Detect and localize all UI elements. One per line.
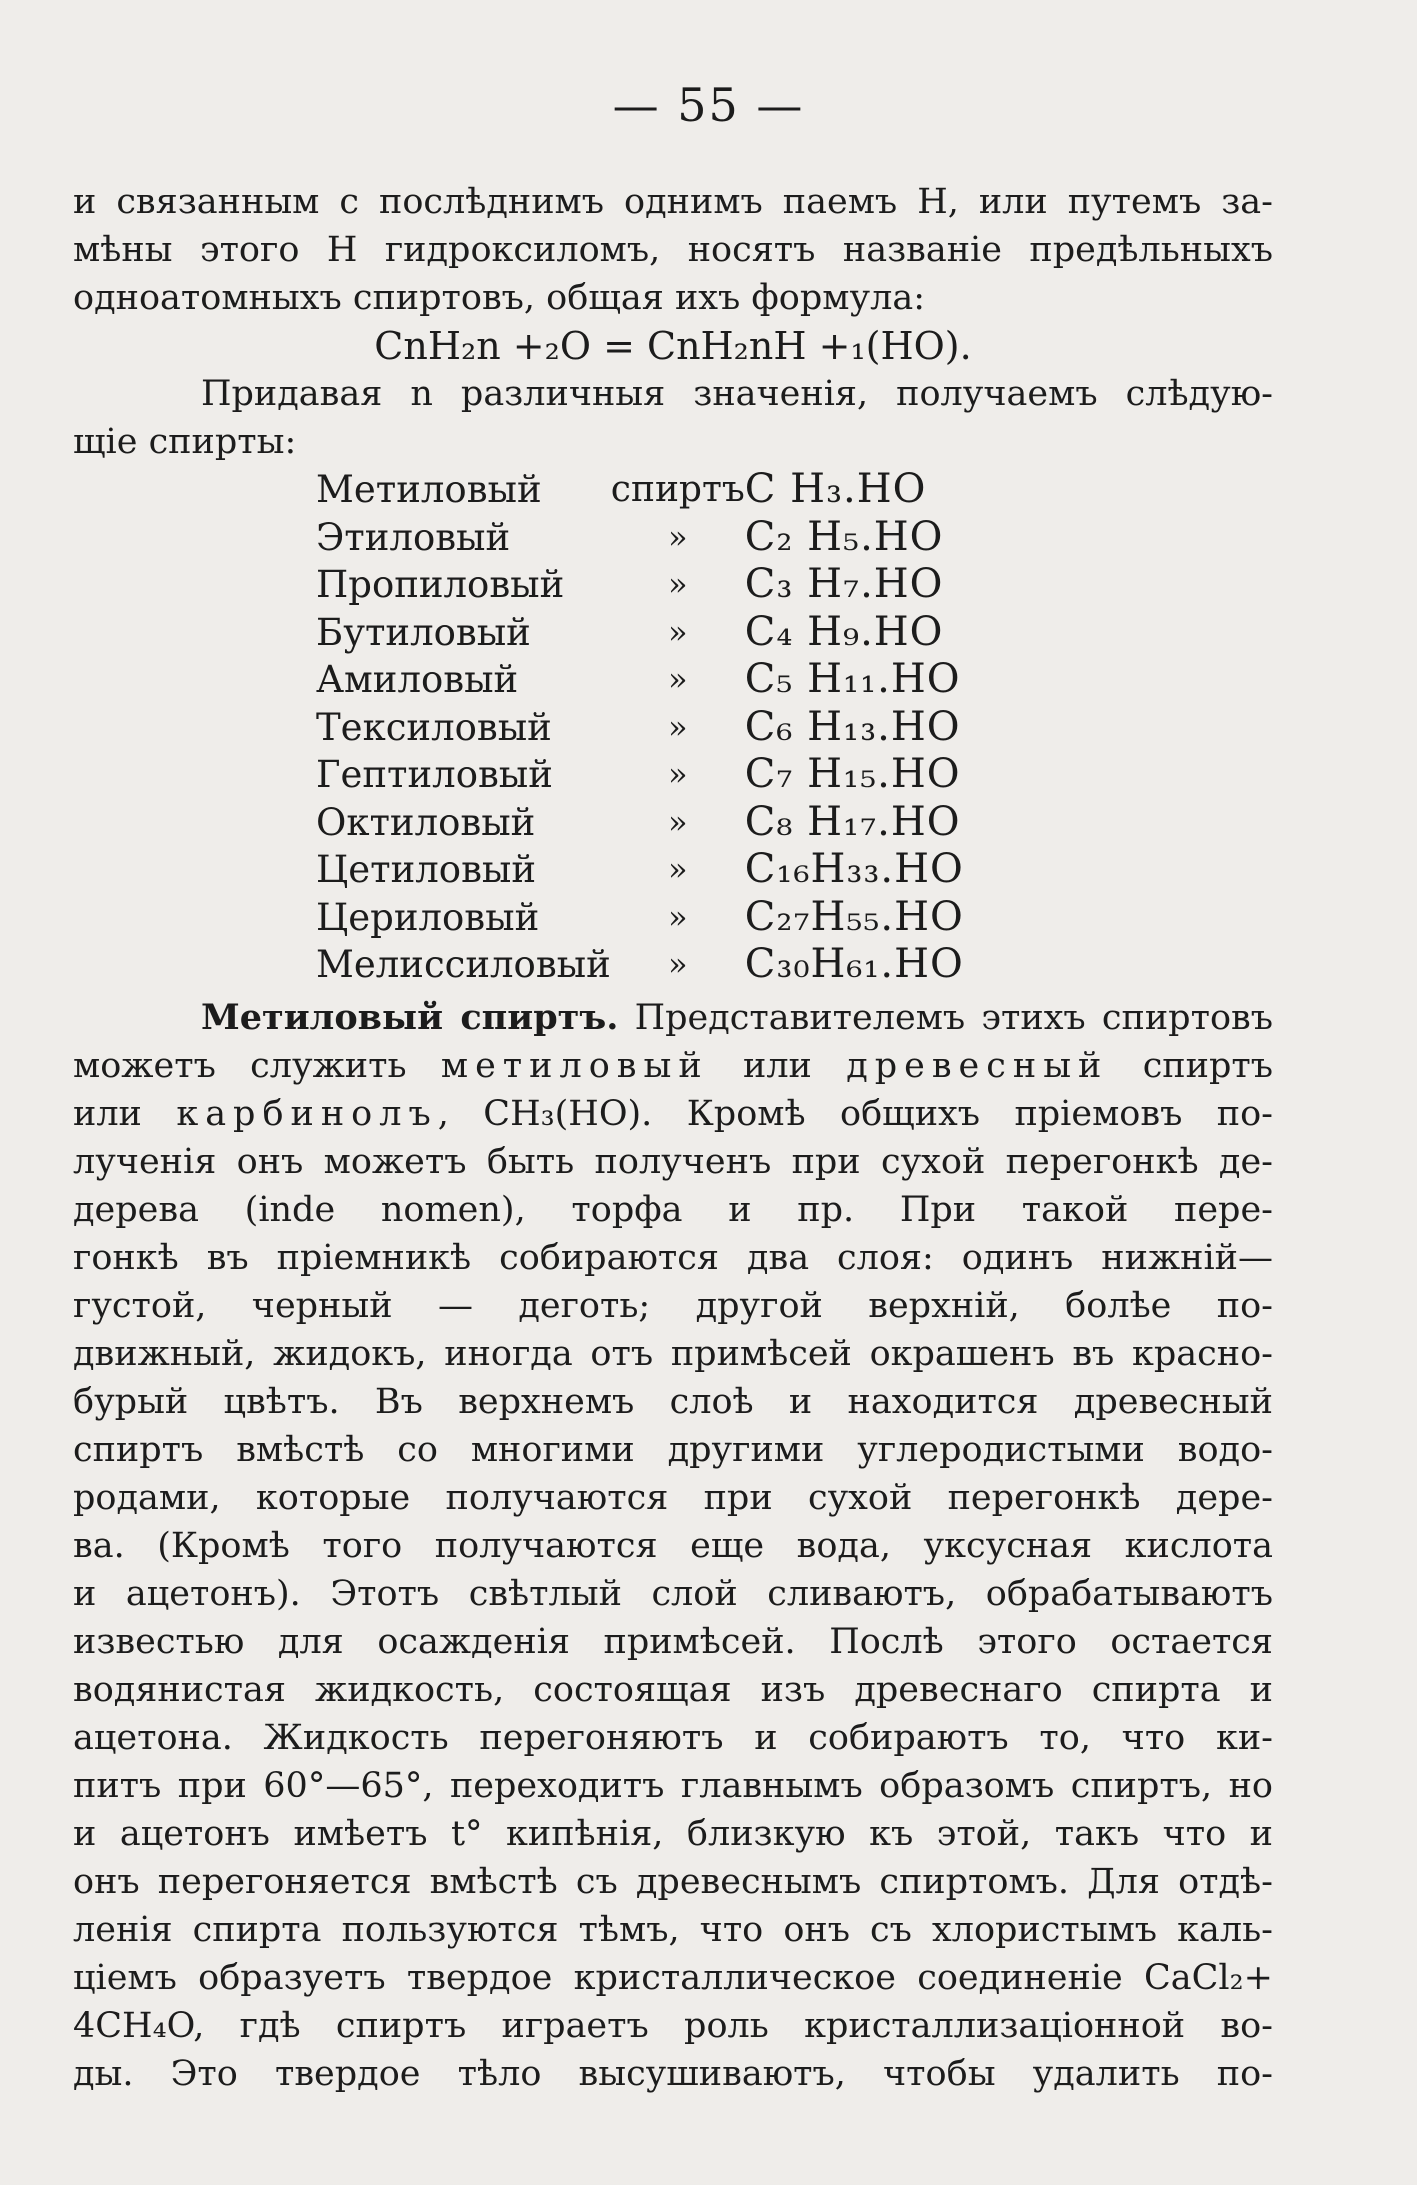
text-line: и ацетонъ имѣетъ t° кипѣнія, близкую къ этой, такъ что и [73,1814,1273,1854]
alcohol-name: Этиловый [316,515,511,559]
text-line [73,1090,1273,1138]
ditto-mark: » [668,850,688,888]
alcohol-formula: C₁₆H₃₃.HO [744,846,964,892]
text-line: ацетона. Жидкость перегоняютъ и собираютъ то, что ки- [73,1718,1273,1758]
text-line: онъ перегоняется вмѣстѣ съ древеснымъ спиртомъ. Для отдѣ- [73,1862,1273,1902]
text-line: движный, жидокъ, иногда отъ примѣсей окрашенъ въ красно- [73,1334,1273,1374]
ditto-mark: » [668,660,688,698]
text-line: ціемъ образуетъ твердое кристаллическое соединеніе CaCl₂+ [73,1958,1273,1998]
ditto-mark: » [668,945,688,983]
alcohol-formula: C₃₀H₆₁.HO [744,941,964,987]
alcohol-name: Мелиссиловый [316,943,611,986]
spaced-term: древесный [846,1046,1109,1086]
page-number: — 55 — [612,78,805,132]
text-line: лученія онъ можетъ быть полученъ при сухой перегонкѣ де- [73,1142,1273,1182]
section-term: Метиловый спиртъ. [201,997,619,1038]
ditto-mark: » [668,897,688,936]
text-run: спиртъ [1108,1046,1273,1086]
alcohol-row [316,941,964,989]
text-run: , CH₃(HO). Кромѣ общихъ пріемовъ по- [437,1094,1273,1134]
text-line: одноатомныхъ спиртовъ, общая ихъ формула: [73,278,925,318]
alcohol-row [316,846,964,894]
text-line: ды. Это твердое тѣло высушиваютъ, чтобы удалить по- [73,2054,1273,2094]
text-run: Представителемъ этихъ спиртовъ [618,998,1273,1038]
ditto-mark: » [668,802,688,841]
text-line: дерева (inde nomen), торфа и пр. При такой пере- [73,1190,1273,1230]
text-line: питъ при 60°—65°, переходитъ главнымъ образомъ спиртъ, но [73,1766,1273,1806]
alcohol-row [316,656,964,704]
alcohol-formula: C₄ H₉.HO [744,608,944,655]
spaced-term: метиловый [440,1046,709,1086]
alcohol-row [316,609,964,657]
alcohol-formula: C₅ H₁₁.HO [744,656,961,702]
body-lines [73,1138,1273,2098]
text-line: Придавая n различныя значенія, получаемъ слѣдую- [201,374,1273,414]
text-line: и связанным с послѣднимъ однимъ паемъ H, или путемъ за- [73,182,1273,222]
alcohol-formula: C₇ H₁₅.HO [744,751,961,797]
text-line [73,1042,1273,1090]
text-line: бурый цвѣтъ. Въ верхнемъ слоѣ и находится древесный [73,1382,1273,1422]
intro-paragraph [73,178,1273,466]
ditto-mark: спиртъ [610,469,745,510]
alcohol-name: Метиловый [316,468,542,511]
alcohol-name: Тексиловый [316,705,552,749]
text-line: ленія спирта пользуются тѣмъ, что онъ съ хлористымъ каль- [73,1910,1273,1950]
general-formula: CnH₂n +₂O = CnH₂nH +₁(HO). [374,324,972,368]
alcohol-name: Октиловый [316,800,536,844]
text-line: водянистая жидкость, состоящая изъ древеснаго спирта и [73,1670,1273,1710]
alcohol-series-table [316,466,964,989]
text-line: известью для осажденія примѣсей. Послѣ этого остается [73,1622,1273,1662]
alcohol-formula: C₈ H₁₇.HO [744,798,961,845]
ditto-mark: » [668,707,688,746]
alcohol-row [316,514,964,562]
alcohol-formula: C₃ H₇.HO [744,561,944,607]
alcohol-row [316,799,964,847]
alcohol-formula: C₂₇H₅₅.HO [744,893,964,940]
text-line: и ацетонъ). Этотъ свѣтлый слой сливаютъ, обрабатываютъ [73,1574,1273,1614]
ditto-mark: » [668,517,688,556]
alcohol-name: Бутиловый [316,610,531,654]
alcohol-formula: C₂ H₅.HO [744,513,944,560]
text-line: 4CH₄O, гдѣ спиртъ играетъ роль кристаллизаціонной во- [73,2006,1273,2046]
alcohol-row [316,894,964,942]
text-line: густой, черный — деготь; другой верхній, болѣе по- [73,1286,1273,1326]
text-run: или [708,1046,847,1086]
ditto-mark: » [668,755,688,793]
alcohol-row [316,751,964,799]
alcohol-name: Цериловый [316,895,540,939]
alcohol-row [316,561,964,609]
alcohol-formula: C H₃.HO [744,466,927,512]
text-line: ва. (Кромѣ того получаются еще вода, уксусная кислота [73,1526,1273,1566]
text-line: гонкѣ въ пріемникѣ собираются два слоя: одинъ нижній— [73,1238,1273,1278]
section-first-line [73,994,1273,1042]
alcohol-row [316,466,964,514]
methyl-alcohol-section [73,994,1273,2098]
spaced-term: карбинолъ [176,1094,438,1134]
text-line: мѣны этого H гидроксиломъ, носятъ названіе предѣльныхъ [73,230,1273,270]
text-run: можетъ служить [73,1046,441,1086]
text-line: родами, которые получаются при сухой перегонкѣ дере- [73,1478,1273,1518]
ditto-mark: » [668,612,688,651]
alcohol-name: Пропиловый [316,563,565,606]
alcohol-name: Цетиловый [316,848,537,891]
alcohol-name: Амиловый [316,658,519,701]
text-line: спиртъ вмѣстѣ со многими другими углеродистыми водо- [73,1430,1273,1470]
alcohol-name: Гептиловый [316,753,553,796]
alcohol-formula: C₆ H₁₃.HO [744,703,961,750]
text-run: или [73,1094,177,1134]
ditto-mark: » [668,565,688,603]
alcohol-row [316,704,964,752]
text-line: щіе спирты: [73,422,297,462]
